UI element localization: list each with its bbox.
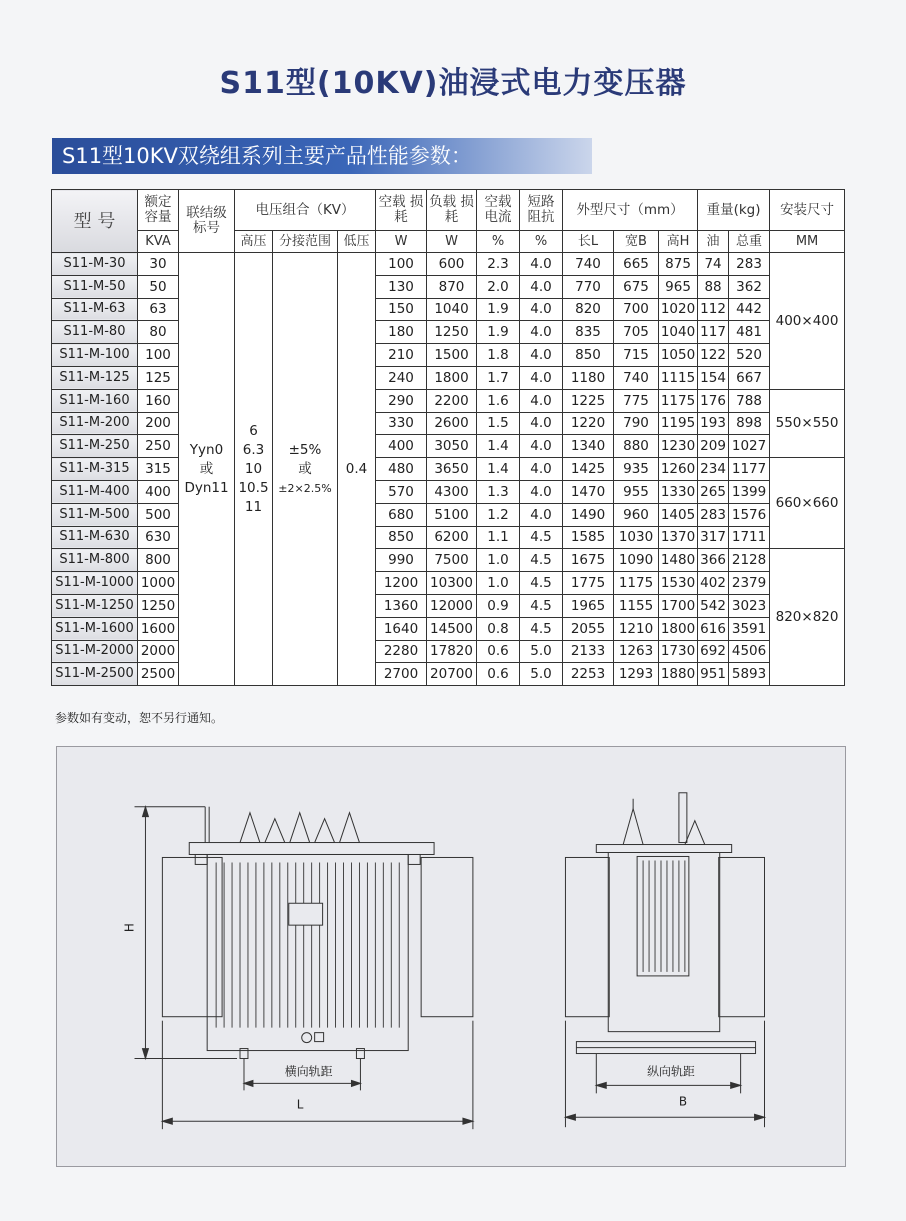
- cell-total-weight: 5893: [729, 663, 770, 686]
- label-l: L: [296, 1097, 304, 1112]
- cell-total-weight: 3023: [729, 594, 770, 617]
- table-row: [52, 389, 845, 412]
- cell-load-loss: 4300: [427, 480, 477, 503]
- cell-capacity: 125: [138, 366, 179, 389]
- cell-oil-weight: 88: [698, 275, 729, 298]
- cell-dim-l: 820: [563, 298, 614, 321]
- cell-no-load-current: 1.7: [477, 366, 520, 389]
- cell-dim-b: 715: [614, 344, 659, 367]
- cell-model: S11-M-1000: [52, 572, 138, 595]
- cell-short-impedance: 4.0: [520, 344, 563, 367]
- side-right-radiator: [719, 857, 765, 1016]
- front-right-radiator: [421, 857, 473, 1016]
- cell-no-load-loss: 1360: [376, 594, 427, 617]
- table-row: [52, 640, 845, 663]
- cell-dim-h: 1480: [659, 549, 698, 572]
- cell-no-load-current: 1.9: [477, 298, 520, 321]
- table-row: [52, 253, 845, 276]
- header-voltage-combo: 电压组合（KV）: [235, 190, 376, 231]
- table-row: [52, 412, 845, 435]
- cell-capacity: 400: [138, 480, 179, 503]
- cell-dim-h: 1050: [659, 344, 698, 367]
- cell-capacity: 50: [138, 275, 179, 298]
- cell-dim-l: 2133: [563, 640, 614, 663]
- cell-no-load-loss: 290: [376, 389, 427, 412]
- cell-dim-h: 1530: [659, 572, 698, 595]
- cell-no-load-loss: 680: [376, 503, 427, 526]
- header-model: 型 号: [52, 190, 138, 253]
- cell-no-load-loss: 130: [376, 275, 427, 298]
- cell-no-load-loss: 240: [376, 366, 427, 389]
- cell-short-impedance: 4.0: [520, 298, 563, 321]
- cell-dim-b: 705: [614, 321, 659, 344]
- header-dim-l: 长L: [563, 231, 614, 253]
- cell-install-size: 400×400: [770, 253, 845, 390]
- header-rated-capacity: 额定 容量: [138, 190, 179, 231]
- connection-line-2: 或: [199, 460, 214, 477]
- cell-dim-h: 1800: [659, 617, 698, 640]
- cell-oil-weight: 234: [698, 458, 729, 481]
- cell-model: S11-M-2000: [52, 640, 138, 663]
- table-row: [52, 526, 845, 549]
- cell-short-impedance: 4.0: [520, 503, 563, 526]
- hv-value-2: 6.3: [242, 441, 265, 458]
- table-row: [52, 503, 845, 526]
- connection-line-1: Yyn0: [189, 441, 224, 458]
- cell-dim-h: 1195: [659, 412, 698, 435]
- cell-tap-group: [273, 253, 338, 686]
- cell-install-size: 550×550: [770, 389, 845, 457]
- cell-no-load-loss: 100: [376, 253, 427, 276]
- cell-capacity: 80: [138, 321, 179, 344]
- cell-model: S11-M-200: [52, 412, 138, 435]
- cell-no-load-current: 1.3: [477, 480, 520, 503]
- cell-model: S11-M-1250: [52, 594, 138, 617]
- table-row: [52, 458, 845, 481]
- cell-no-load-current: 1.5: [477, 412, 520, 435]
- spec-table: [51, 189, 845, 686]
- connection-line-3: Dyn11: [184, 479, 229, 496]
- cell-capacity: 800: [138, 549, 179, 572]
- cell-no-load-current: 1.0: [477, 572, 520, 595]
- header-weight: 重量(kg): [698, 190, 770, 231]
- cell-dim-h: 875: [659, 253, 698, 276]
- cell-hv-group: [235, 253, 273, 686]
- cell-dim-l: 1225: [563, 389, 614, 412]
- cell-no-load-current: 0.6: [477, 663, 520, 686]
- cell-oil-weight: 176: [698, 389, 729, 412]
- cell-model: S11-M-315: [52, 458, 138, 481]
- cell-capacity: 1600: [138, 617, 179, 640]
- cell-no-load-current: 1.6: [477, 389, 520, 412]
- header-tap-range: 分接范围: [273, 231, 338, 253]
- tap-line-1: ±5%: [288, 441, 322, 458]
- header-install: 安装尺寸: [770, 190, 845, 231]
- table-row: [52, 663, 845, 686]
- cell-oil-weight: 112: [698, 298, 729, 321]
- cell-short-impedance: 4.0: [520, 366, 563, 389]
- cell-oil-weight: 542: [698, 594, 729, 617]
- cell-oil-weight: 366: [698, 549, 729, 572]
- cell-dim-l: 1675: [563, 549, 614, 572]
- cell-no-load-loss: 850: [376, 526, 427, 549]
- cell-dim-b: 665: [614, 253, 659, 276]
- diagram-svg: [57, 747, 845, 1166]
- tap-line-2: 或: [298, 460, 312, 477]
- header-total: 总重: [729, 231, 770, 253]
- header-connection: 联结级 标号: [179, 190, 235, 253]
- cell-no-load-loss: 400: [376, 435, 427, 458]
- cell-no-load-loss: 330: [376, 412, 427, 435]
- cell-dim-h: 1330: [659, 480, 698, 503]
- cell-total-weight: 283: [729, 253, 770, 276]
- table-row: [52, 572, 845, 595]
- cell-load-loss: 14500: [427, 617, 477, 640]
- front-tank: [207, 854, 408, 1050]
- cell-no-load-current: 0.6: [477, 640, 520, 663]
- header-rated-unit: KVA: [138, 231, 179, 253]
- cell-dim-l: 2055: [563, 617, 614, 640]
- cell-dim-b: 790: [614, 412, 659, 435]
- cell-short-impedance: 4.0: [520, 275, 563, 298]
- cell-no-load-current: 1.8: [477, 344, 520, 367]
- cell-dim-b: 1175: [614, 572, 659, 595]
- cell-no-load-loss: 150: [376, 298, 427, 321]
- cell-short-impedance: 4.0: [520, 253, 563, 276]
- cell-load-loss: 10300: [427, 572, 477, 595]
- cell-model: S11-M-80: [52, 321, 138, 344]
- cell-no-load-loss: 2280: [376, 640, 427, 663]
- cell-no-load-loss: 480: [376, 458, 427, 481]
- side-tank: [608, 852, 719, 1031]
- table-row: [52, 344, 845, 367]
- cell-no-load-current: 0.9: [477, 594, 520, 617]
- cell-oil-weight: 154: [698, 366, 729, 389]
- table-row: [52, 366, 845, 389]
- cell-load-loss: 1500: [427, 344, 477, 367]
- cell-dim-h: 1115: [659, 366, 698, 389]
- cell-install-size: 820×820: [770, 549, 845, 686]
- cell-no-load-loss: 570: [376, 480, 427, 503]
- header-install-unit: MM: [770, 231, 845, 253]
- cell-short-impedance: 4.5: [520, 572, 563, 595]
- cell-capacity: 1000: [138, 572, 179, 595]
- header-short-impedance: 短路 阻抗: [520, 190, 563, 231]
- cell-oil-weight: 193: [698, 412, 729, 435]
- cell-no-load-loss: 1640: [376, 617, 427, 640]
- cell-oil-weight: 402: [698, 572, 729, 595]
- cell-short-impedance: 4.0: [520, 435, 563, 458]
- cell-load-loss: 2200: [427, 389, 477, 412]
- cell-dim-h: 1880: [659, 663, 698, 686]
- cell-connection-group: [179, 253, 235, 686]
- cell-dim-l: 1585: [563, 526, 614, 549]
- cell-dim-b: 1293: [614, 663, 659, 686]
- header-lv: 低压: [338, 231, 376, 253]
- front-top-cover: [189, 843, 434, 855]
- cell-oil-weight: 951: [698, 663, 729, 686]
- header-hv: 高压: [235, 231, 273, 253]
- cell-no-load-current: 1.4: [477, 435, 520, 458]
- cell-dim-b: 880: [614, 435, 659, 458]
- cell-model: S11-M-100: [52, 344, 138, 367]
- cell-oil-weight: 117: [698, 321, 729, 344]
- header-dim-b: 宽B: [614, 231, 659, 253]
- side-left-radiator: [565, 857, 609, 1016]
- cell-total-weight: 442: [729, 298, 770, 321]
- cell-capacity: 500: [138, 503, 179, 526]
- cell-load-loss: 1040: [427, 298, 477, 321]
- section-banner: S11型10KV双绕组系列主要产品性能参数：: [52, 138, 592, 174]
- cell-dim-l: 1490: [563, 503, 614, 526]
- cell-total-weight: 520: [729, 344, 770, 367]
- cell-total-weight: 1711: [729, 526, 770, 549]
- cell-model: S11-M-500: [52, 503, 138, 526]
- cell-oil-weight: 122: [698, 344, 729, 367]
- cell-dim-b: 1090: [614, 549, 659, 572]
- cell-load-loss: 7500: [427, 549, 477, 572]
- label-longitudinal-rail: 纵向轨距: [647, 1064, 695, 1079]
- cell-dim-l: 1180: [563, 366, 614, 389]
- cell-load-loss: 20700: [427, 663, 477, 686]
- cell-dim-l: 1775: [563, 572, 614, 595]
- cell-dim-b: 700: [614, 298, 659, 321]
- label-h: H: [122, 923, 137, 933]
- spec-table-body: [52, 253, 845, 686]
- cell-total-weight: 2379: [729, 572, 770, 595]
- cell-short-impedance: 4.5: [520, 526, 563, 549]
- cell-capacity: 30: [138, 253, 179, 276]
- cell-dim-l: 835: [563, 321, 614, 344]
- cell-dim-l: 1470: [563, 480, 614, 503]
- header-no-load-current-unit: %: [477, 231, 520, 253]
- label-transverse-rail: 横向轨距: [284, 1064, 333, 1079]
- cell-dim-l: 1965: [563, 594, 614, 617]
- table-row: [52, 298, 845, 321]
- cell-short-impedance: 4.0: [520, 412, 563, 435]
- cell-dim-h: 965: [659, 275, 698, 298]
- table-row: [52, 480, 845, 503]
- hv-value-4: 10.5: [238, 479, 269, 496]
- cell-short-impedance: 4.0: [520, 480, 563, 503]
- cell-dim-h: 1040: [659, 321, 698, 344]
- page-title: S11型(10KV)油浸式电力变压器: [219, 66, 687, 101]
- header-short-impedance-unit: %: [520, 231, 563, 253]
- cell-no-load-current: 1.1: [477, 526, 520, 549]
- cell-dim-b: 1263: [614, 640, 659, 663]
- cell-dim-b: 1210: [614, 617, 659, 640]
- cell-load-loss: 870: [427, 275, 477, 298]
- cell-short-impedance: 4.0: [520, 321, 563, 344]
- cell-total-weight: 788: [729, 389, 770, 412]
- cell-short-impedance: 5.0: [520, 640, 563, 663]
- cell-total-weight: 1399: [729, 480, 770, 503]
- cell-model: S11-M-160: [52, 389, 138, 412]
- cell-total-weight: 1027: [729, 435, 770, 458]
- cell-total-weight: 898: [729, 412, 770, 435]
- cell-total-weight: 1576: [729, 503, 770, 526]
- cell-no-load-loss: 990: [376, 549, 427, 572]
- cell-no-load-loss: 210: [376, 344, 427, 367]
- cell-oil-weight: 616: [698, 617, 729, 640]
- spec-table-container: [51, 189, 844, 695]
- cell-dim-l: 1220: [563, 412, 614, 435]
- cell-total-weight: 2128: [729, 549, 770, 572]
- hv-value-3: 10: [244, 460, 263, 477]
- cell-model: S11-M-125: [52, 366, 138, 389]
- cell-total-weight: 3591: [729, 617, 770, 640]
- cell-capacity: 63: [138, 298, 179, 321]
- cell-model: S11-M-800: [52, 549, 138, 572]
- header-dim-h: 高H: [659, 231, 698, 253]
- cell-load-loss: 17820: [427, 640, 477, 663]
- cell-no-load-current: 1.9: [477, 321, 520, 344]
- cell-dim-h: 1730: [659, 640, 698, 663]
- table-row: [52, 594, 845, 617]
- cell-total-weight: 481: [729, 321, 770, 344]
- cell-no-load-loss: 1200: [376, 572, 427, 595]
- header-oil: 油: [698, 231, 729, 253]
- cell-load-loss: 2600: [427, 412, 477, 435]
- cell-capacity: 2500: [138, 663, 179, 686]
- table-row: [52, 435, 845, 458]
- cell-dim-l: 2253: [563, 663, 614, 686]
- cell-oil-weight: 209: [698, 435, 729, 458]
- cell-capacity: 160: [138, 389, 179, 412]
- cell-no-load-current: 1.2: [477, 503, 520, 526]
- table-row: [52, 321, 845, 344]
- header-no-load-current: 空载 电流: [477, 190, 520, 231]
- cell-short-impedance: 4.0: [520, 389, 563, 412]
- header-no-load-loss-unit: W: [376, 231, 427, 253]
- header-no-load-loss: 空载 损耗: [376, 190, 427, 231]
- cell-no-load-current: 2.0: [477, 275, 520, 298]
- front-left-radiator: [162, 857, 222, 1016]
- cell-dim-l: 1340: [563, 435, 614, 458]
- table-row: [52, 275, 845, 298]
- cell-short-impedance: 4.5: [520, 549, 563, 572]
- cell-dim-h: 1370: [659, 526, 698, 549]
- cell-dim-l: 770: [563, 275, 614, 298]
- cell-load-loss: 3650: [427, 458, 477, 481]
- cell-dim-h: 1175: [659, 389, 698, 412]
- cell-oil-weight: 692: [698, 640, 729, 663]
- cell-install-size: 660×660: [770, 458, 845, 549]
- hv-value-5: 11: [244, 498, 263, 515]
- cell-oil-weight: 317: [698, 526, 729, 549]
- cell-total-weight: 667: [729, 366, 770, 389]
- cell-oil-weight: 74: [698, 253, 729, 276]
- cell-model: S11-M-250: [52, 435, 138, 458]
- cell-load-loss: 5100: [427, 503, 477, 526]
- cell-load-loss: 1800: [427, 366, 477, 389]
- cell-capacity: 315: [138, 458, 179, 481]
- cell-dim-b: 1155: [614, 594, 659, 617]
- cell-short-impedance: 4.5: [520, 617, 563, 640]
- cell-dim-b: 740: [614, 366, 659, 389]
- cell-dim-b: 775: [614, 389, 659, 412]
- header-load-loss-unit: W: [427, 231, 477, 253]
- table-row: [52, 617, 845, 640]
- cell-dim-l: 1425: [563, 458, 614, 481]
- cell-no-load-current: 1.0: [477, 549, 520, 572]
- cell-model: S11-M-50: [52, 275, 138, 298]
- cell-dim-h: 1700: [659, 594, 698, 617]
- cell-capacity: 250: [138, 435, 179, 458]
- label-b: B: [678, 1094, 688, 1109]
- cell-no-load-loss: 2700: [376, 663, 427, 686]
- cell-model: S11-M-63: [52, 298, 138, 321]
- cell-load-loss: 600: [427, 253, 477, 276]
- disclaimer-note: 参数如有变动，恕不另行通知。: [55, 711, 224, 725]
- cell-oil-weight: 283: [698, 503, 729, 526]
- cell-dim-b: 1030: [614, 526, 659, 549]
- cell-short-impedance: 4.5: [520, 594, 563, 617]
- cell-dim-l: 740: [563, 253, 614, 276]
- hv-value-1: 6: [249, 422, 258, 439]
- cell-dim-b: 960: [614, 503, 659, 526]
- cell-model: S11-M-400: [52, 480, 138, 503]
- cell-capacity: 2000: [138, 640, 179, 663]
- cell-load-loss: 6200: [427, 526, 477, 549]
- cell-total-weight: 362: [729, 275, 770, 298]
- cell-load-loss: 3050: [427, 435, 477, 458]
- cell-model: S11-M-630: [52, 526, 138, 549]
- cell-model: S11-M-2500: [52, 663, 138, 686]
- cell-no-load-current: 0.8: [477, 617, 520, 640]
- cell-no-load-current: 2.3: [477, 253, 520, 276]
- cell-dim-h: 1230: [659, 435, 698, 458]
- cell-dim-h: 1020: [659, 298, 698, 321]
- cell-total-weight: 1177: [729, 458, 770, 481]
- cell-short-impedance: 4.0: [520, 458, 563, 481]
- header-load-loss: 负载 损耗: [427, 190, 477, 231]
- transformer-outline-diagram: [56, 746, 846, 1167]
- cell-dim-b: 935: [614, 458, 659, 481]
- cell-load-loss: 1250: [427, 321, 477, 344]
- table-row: [52, 549, 845, 572]
- cell-capacity: 630: [138, 526, 179, 549]
- cell-dim-l: 850: [563, 344, 614, 367]
- cell-oil-weight: 265: [698, 480, 729, 503]
- cell-capacity: 1250: [138, 594, 179, 617]
- cell-total-weight: 4506: [729, 640, 770, 663]
- cell-capacity: 100: [138, 344, 179, 367]
- cell-model: S11-M-30: [52, 253, 138, 276]
- cell-capacity: 200: [138, 412, 179, 435]
- cell-no-load-current: 1.4: [477, 458, 520, 481]
- cell-dim-h: 1260: [659, 458, 698, 481]
- cell-no-load-loss: 180: [376, 321, 427, 344]
- cell-lv-group: 0.4: [338, 253, 376, 686]
- cell-load-loss: 12000: [427, 594, 477, 617]
- cell-model: S11-M-1600: [52, 617, 138, 640]
- tap-line-3: ±2×2.5%: [278, 481, 332, 495]
- cell-dim-h: 1405: [659, 503, 698, 526]
- cell-dim-b: 675: [614, 275, 659, 298]
- cell-dim-b: 955: [614, 480, 659, 503]
- cell-short-impedance: 5.0: [520, 663, 563, 686]
- header-dimensions: 外型尺寸（mm）: [563, 190, 698, 231]
